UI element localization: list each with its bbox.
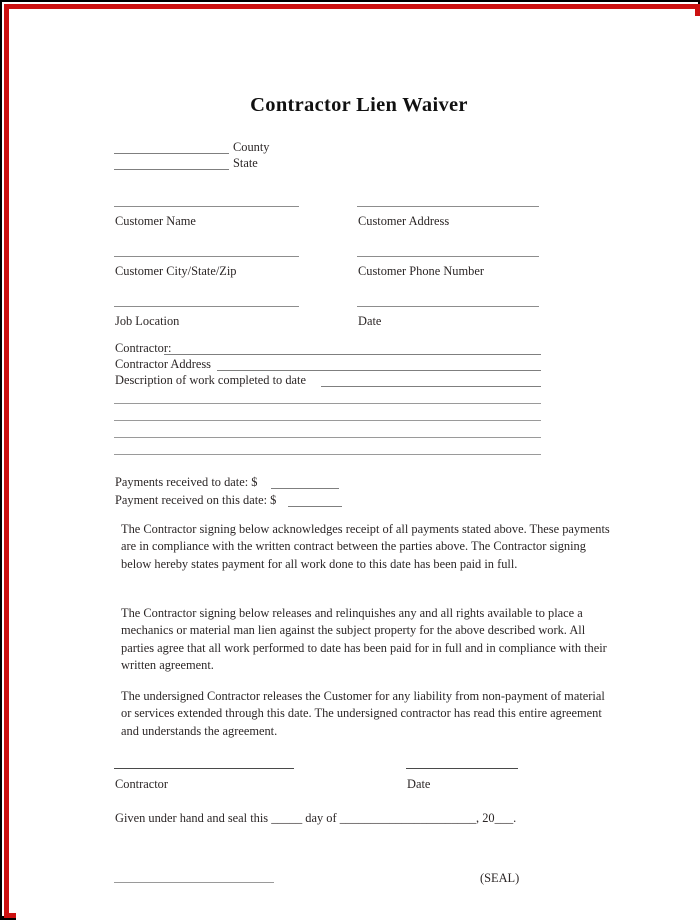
state-label: State — [233, 156, 258, 170]
customer-phone-label: Customer Phone Number — [358, 264, 484, 278]
document-page — [16, 16, 700, 920]
payment-this-date-label: Payment received on this date: $ — [115, 493, 277, 507]
county-fill-line[interactable] — [114, 153, 229, 154]
red-page-border — [4, 4, 700, 918]
payment-this-date-fill-line[interactable] — [288, 506, 342, 507]
customer-name-rule[interactable] — [114, 206, 299, 207]
seal-label: (SEAL) — [480, 871, 520, 885]
witness-signature-rule[interactable] — [114, 882, 274, 883]
job-location-rule[interactable] — [114, 306, 299, 307]
attestation-text: Given under hand and seal this _____ day of ______________________, 20___. — [115, 811, 517, 825]
page-title: Contractor Lien Waiver — [250, 94, 468, 116]
job-date-label: Date — [358, 314, 382, 328]
work-description-label: Description of work completed to date — [115, 373, 306, 387]
work-description-fill-line[interactable] — [321, 386, 541, 387]
contractor-address-fill-line[interactable] — [217, 370, 541, 371]
contractor-fill-line[interactable] — [164, 354, 541, 355]
contractor-label: Contractor: — [115, 341, 172, 355]
customer-address-label: Customer Address — [358, 214, 450, 228]
work-description-blank-line[interactable] — [114, 437, 541, 438]
job-date-rule[interactable] — [357, 306, 539, 307]
customer-city-state-zip-rule[interactable] — [114, 256, 299, 257]
paragraph-acknowledgement: The Contractor signing below acknowledges receipt of all payments stated above. These payments are in compliance with the written contract between the parties above. The Contractor signing below hereby states payment for all work done to this date has been paid in full. — [121, 522, 610, 571]
lien-waiver-document — [16, 16, 700, 920]
contractor-signature-rule[interactable] — [114, 768, 294, 769]
contractor-signature-label: Contractor — [115, 777, 168, 791]
job-location-label: Job Location — [115, 314, 180, 328]
county-label: County — [233, 140, 270, 154]
customer-name-label: Customer Name — [115, 214, 196, 228]
contractor-address-label: Contractor Address — [115, 357, 212, 371]
signature-date-rule[interactable] — [406, 768, 518, 769]
customer-address-rule[interactable] — [357, 206, 539, 207]
customer-city-state-zip-label: Customer City/State/Zip — [115, 264, 237, 278]
work-description-blank-line[interactable] — [114, 454, 541, 455]
payments-to-date-label: Payments received to date: $ — [115, 475, 258, 489]
state-fill-line[interactable] — [114, 169, 229, 170]
paragraph-lien-release: The Contractor signing below releases and relinquishes any and all rights available to place a mechanics or material man lien against the subject property for the above described work. All parties agree that all work performed to date has been paid for in full and in compliance with their written agreement. — [121, 606, 607, 673]
work-description-blank-line[interactable] — [114, 403, 541, 404]
faint-footer-mark — [486, 900, 489, 910]
paragraph-liability-release: The undersigned Contractor releases the Customer for any liability from non-payment of material or services extended through this date. The undersigned contractor has read this entire agreement and understands the agreement. — [121, 689, 605, 738]
work-description-blank-line[interactable] — [114, 420, 541, 421]
signature-date-label: Date — [407, 777, 431, 791]
payments-to-date-fill-line[interactable] — [271, 488, 339, 489]
customer-phone-rule[interactable] — [357, 256, 539, 257]
